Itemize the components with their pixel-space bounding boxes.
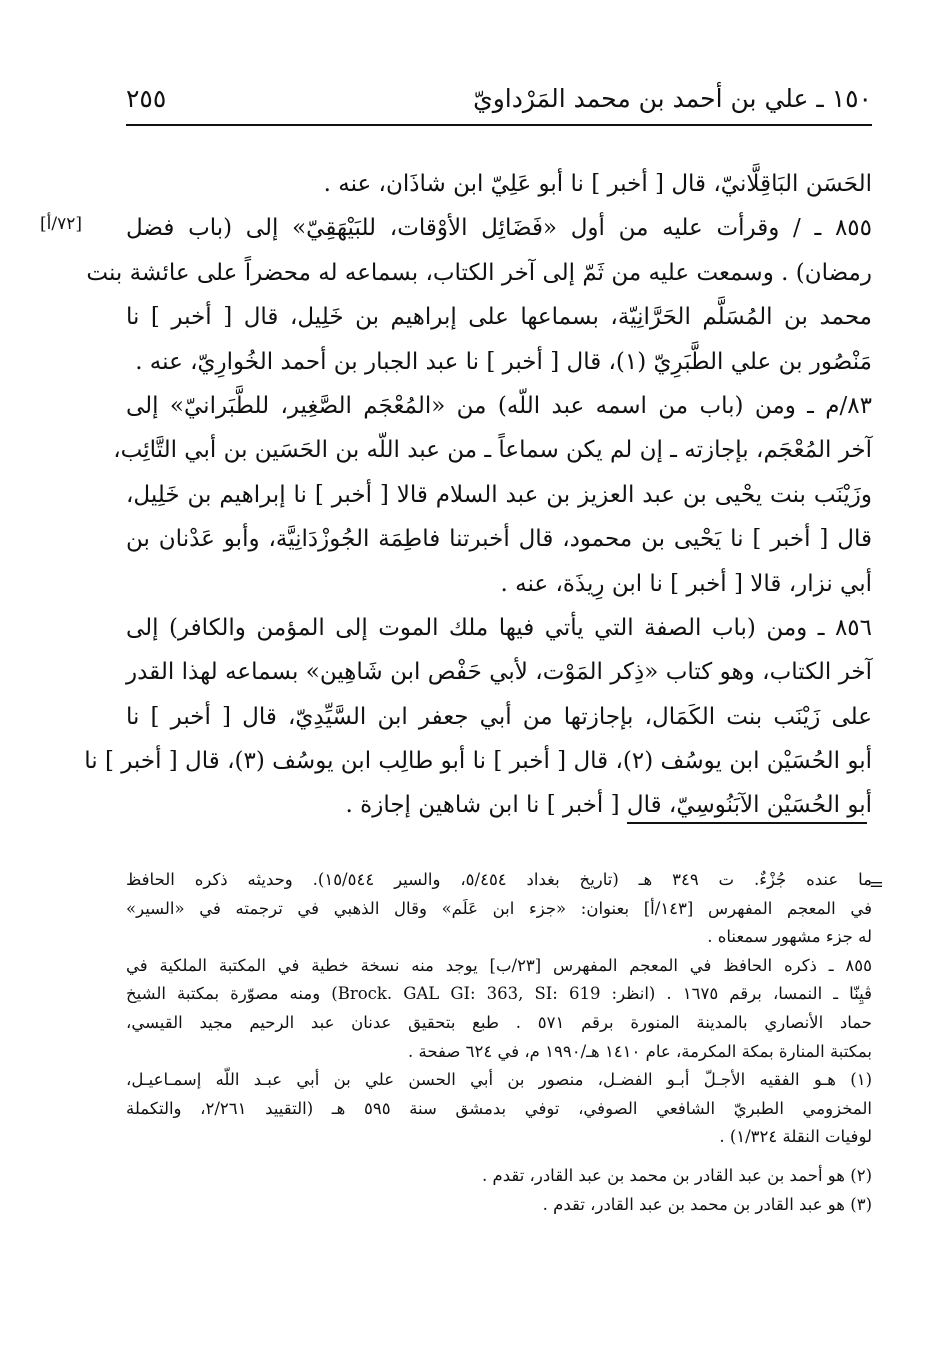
margin-folio-note: [٧٢/أ] [40,214,82,234]
footnote-line: بمكتبة المنارة بمكة المكرمة، عام ١٤١٠ هـ/١٩٩٠ م، في ٦٢٤ صفحة . [408,1041,872,1061]
header-rule [126,124,872,126]
body-line: قال [ أخبر ] نا يَحْيى بن محمود، قال أخبرتنا فاطِمَة الجُوزْدَانِيَّة، وأبو عَدْنان بن [126,526,872,553]
footnote-line: المخزومي الطبريّ الشافعي الصوفي، توفي بدمشق سنة ٥٩٥ هـ (التقييد ٢/٢٦١، والتكملة [126,1098,873,1118]
footnote-line: (٣) هو عبد القادر بن محمد بن عبد القادر، تقدم . [542,1194,872,1214]
body-line: ٨٣/م ـ ومن (باب من اسمه عبد اللّه) من «المُعْجَم الصَّغِير، للطَّبَرانيّ» إلى [126,392,872,419]
body-line: أبو الحُسَيْن ابن يوسُف (٢)، قال [ أخبر ] نا أبو طالِب ابن يوسُف (٣)، قال [ أخبر ] نا [84,748,872,775]
body-line: أبو الحُسَيْن الآبَنُوسِيّ، قال [ أخبر ] نا ابن شاهين إجازة . [345,792,872,819]
footnote-line: له جزء مشهور سمعناه . [707,927,872,947]
footnote-line: (١) هـو الفقيه الأجـلّ أبـو الفضـل، منصور بن أبي الحسن علي بن أبي عبـد اللّه إسمـاعيـل، [126,1070,872,1090]
body-line: مَنْصُور بن علي الطَّبَرِيّ (١)، قال [ أخبر ] نا عبد الجبار بن أحمد الخُوارِيّ، عنه . [135,348,872,375]
footnote-line: لوفيات النقلة ١/٣٢٤) . [719,1127,872,1147]
footnotes [126,866,872,1219]
body-line: وزَيْنَب بنت يحْيى بن عبد العزيز بن عبد السلام قالا [ أخبر ] نا إبراهيم بن خَلِيل، [126,481,872,508]
footnote-separator [627,822,867,824]
body-line: ٨٥٥ ـ / وقرأت عليه من أول «فَضَائِل الأوْقات، للبَيْهَقِيّ» إلى (باب فضل [126,215,872,242]
body-line: محمد بن المُسَلَّم الحَرَّانِيّة، بسماعها على إبراهيم بن خَلِيل، قال [ أخبر ] نا [126,304,872,331]
page-number: ٢٥٥ [126,84,167,113]
body-line: ٨٥٦ ـ ومن (باب الصفة التي يأتي فيها ملك الموت إلى المؤمن والكافر) إلى [126,614,872,641]
footnote-line: ڤيِنّا ـ النمسا، برقم ١٦٧٥ . (انظر: Brock. GAL GI: 363, SI: 619) ومنه مصوّرة بمكتبة الشيخ [126,984,873,1004]
body-line: أبي نزار، قالا [ أخبر ] نا ابن رِيذَة، عنه . [500,570,872,597]
footnote-line: ٨٥٥ ـ ذكره الحافظ في المعجم المفهرس [٢٣/ب] يوجد منه نسخة خطية في المكتبة الملكية في [126,955,872,975]
footnote-line: ما عنده جُزْءٌ. ت ٣٤٩ هـ (تاريخ بغداد ٥/٤٥٤، والسير ١٥/٥٤٤). وحديثه ذكره الحافظ [126,870,872,889]
footnote-line: حماد الأنصاري بالمدينة المنورة برقم ٥٧١ . طبع بتحقيق عدنان عبد الرحيم مجيد القيسي، [126,1012,872,1032]
running-header [126,84,872,124]
body-line: آخر الكتاب، وهو كتاب «ذِكر المَوْت، لأبي حَفْص ابن شَاهِين» بسماعه لهذا القدر [126,659,872,686]
body-line: رمضان) . وسمعت عليه من ثَمّ إلى آخر الكتاب، بسماعه له محضراً على عائشة بنت [86,259,872,286]
main-text [84,162,872,828]
body-line: الحَسَن البَاقِلَّانيّ، قال [ أخبر ] نا أبو عَلِيّ ابن شاذَان، عنه . [323,171,872,197]
footnote-line: في المعجم المفهرس [١٤٣/أ] بعنوان: «جزء ابن عَلَم» وقال الذهبي في ترجمته في «السير» [126,898,872,918]
body-line: آخر المُعْجَم، بإجازته ـ إن لم يكن سماعاً ـ من عبد اللّه بن الحَسَين بن أبي التَّائِب، [113,437,872,464]
running-header-title: ١٥٠ ـ علي بن أحمد بن محمد المَرْداويّ [473,84,872,113]
continuation-mark: = [868,874,884,895]
footnote-line: (٢) هو أحمد بن عبد القادر بن محمد بن عبد القادر، تقدم . [481,1165,872,1185]
body-line: على زَيْنَب بنت الكَمَال، بإجازتها من أبي جعفر ابن السَّيِّدِيّ، قال [ أخبر ] نا [126,703,872,730]
